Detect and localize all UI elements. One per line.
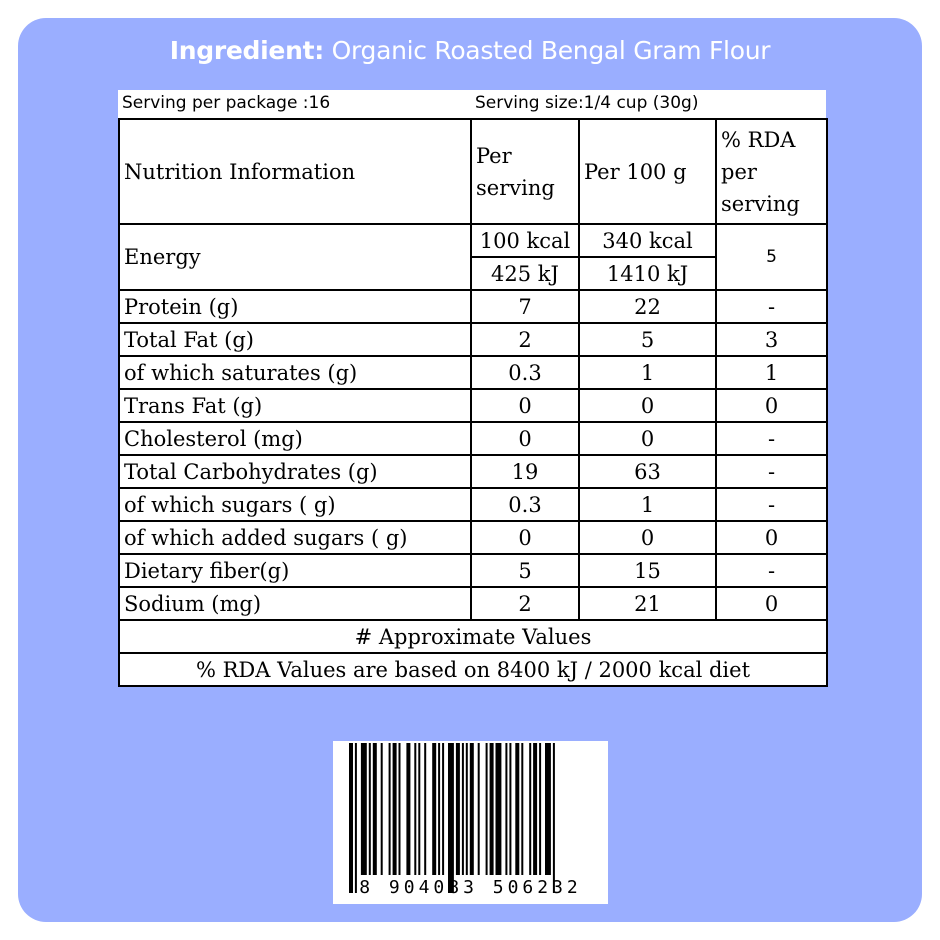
energy-kj-serving: 425 kJ <box>471 257 579 290</box>
nutrient-rda: - <box>716 455 827 488</box>
nutrient-row <box>119 422 827 455</box>
nutrient-rda: 0 <box>716 389 827 422</box>
nutrient-rda: 0 <box>716 587 827 620</box>
barcode-bar <box>349 743 353 893</box>
nutrient-per-serving: 0 <box>471 422 579 455</box>
nutrient-rda: - <box>716 422 827 455</box>
nutrient-label: Dietary fiber(g) <box>119 554 471 587</box>
barcode-bar <box>381 743 383 875</box>
nutrient-per-100g: 22 <box>579 290 716 323</box>
barcode-bar <box>369 743 371 875</box>
barcode-bar <box>373 743 377 875</box>
barcode-bar <box>470 743 474 875</box>
barcode-bar <box>553 743 555 893</box>
barcode-bar <box>545 743 551 875</box>
nutrient-label: of which saturates (g) <box>119 356 471 389</box>
nutrient-per-serving: 19 <box>471 455 579 488</box>
barcode-bar <box>414 743 416 875</box>
serving-info-bar <box>118 90 826 118</box>
nutrient-row <box>119 554 827 587</box>
barcode-bar <box>406 743 410 875</box>
nutrient-rda: 0 <box>716 521 827 554</box>
nutrient-per-serving: 5 <box>471 554 579 587</box>
barcode-bar <box>521 743 523 875</box>
nutrient-per-100g: 5 <box>579 323 716 356</box>
energy-row-kcal <box>119 224 827 257</box>
barcode-bar <box>478 743 480 875</box>
barcode-bar <box>393 743 397 875</box>
barcode-bar <box>462 743 464 875</box>
header-per-serving: Per serving <box>471 119 579 224</box>
energy-kj-100g: 1410 kJ <box>579 257 716 290</box>
nutrient-per-serving: 0 <box>471 521 579 554</box>
barcode-bar <box>529 743 531 875</box>
nutrient-per-100g: 15 <box>579 554 716 587</box>
nutrient-rda: - <box>716 290 827 323</box>
nutrient-per-serving: 7 <box>471 290 579 323</box>
nutrient-row <box>119 356 827 389</box>
barcode-bar <box>361 743 367 875</box>
barcode-bar <box>539 743 541 875</box>
barcode-bar <box>466 743 468 875</box>
nutrient-row <box>119 389 827 422</box>
nutrient-row <box>119 587 827 620</box>
nutrient-row <box>119 455 827 488</box>
rda-note-row <box>119 653 827 686</box>
nutrient-per-100g: 1 <box>579 488 716 521</box>
approx-note-row <box>119 620 827 653</box>
nutrition-table <box>118 118 828 687</box>
header-rda: % RDA per serving <box>716 119 827 224</box>
nutrient-label: Sodium (mg) <box>119 587 471 620</box>
header-nutrition-info: Nutrition Information <box>119 119 471 224</box>
nutrient-row <box>119 290 827 323</box>
nutrient-label: Protein (g) <box>119 290 471 323</box>
nutrient-label: Cholesterol (mg) <box>119 422 471 455</box>
barcode-bar <box>486 743 488 875</box>
energy-label: Energy <box>119 224 471 290</box>
nutrient-rda: 3 <box>716 323 827 356</box>
nutrient-row <box>119 521 827 554</box>
nutrient-per-serving: 0.3 <box>471 356 579 389</box>
serving-per-package: Serving per package :16 <box>122 93 331 113</box>
barcode-bar <box>418 743 420 875</box>
header-per-100g: Per 100 g <box>579 119 716 224</box>
nutrient-per-serving: 2 <box>471 323 579 356</box>
barcode-bar <box>442 743 444 875</box>
barcode-bar <box>399 743 401 875</box>
nutrient-per-100g: 0 <box>579 521 716 554</box>
nutrient-rda: - <box>716 488 827 521</box>
ingredient-label: Ingredient: <box>169 36 324 65</box>
nutrient-per-serving: 2 <box>471 587 579 620</box>
barcode-bar <box>505 743 507 875</box>
barcode-bar <box>509 743 511 875</box>
nutrient-rda: 1 <box>716 356 827 389</box>
approx-values-note: # Approximate Values <box>119 620 827 653</box>
barcode-bar <box>424 743 426 875</box>
barcode-bar <box>355 743 357 893</box>
barcode-bar <box>438 743 440 875</box>
nutrient-label: Total Carbohydrates (g) <box>119 455 471 488</box>
nutrient-rda: - <box>716 554 827 587</box>
barcode-bar <box>432 743 436 875</box>
energy-kcal-serving: 100 kcal <box>471 224 579 257</box>
ingredient-title <box>0 36 940 65</box>
barcode-bar <box>515 743 519 875</box>
barcode-bar <box>456 743 460 875</box>
nutrient-label: Total Fat (g) <box>119 323 471 356</box>
nutrient-per-100g: 21 <box>579 587 716 620</box>
nutrient-per-100g: 1 <box>579 356 716 389</box>
energy-kcal-100g: 340 kcal <box>579 224 716 257</box>
nutrient-row <box>119 488 827 521</box>
nutrient-per-100g: 0 <box>579 422 716 455</box>
nutrient-row <box>119 323 827 356</box>
nutrient-label: of which added sugars ( g) <box>119 521 471 554</box>
barcode-bar <box>448 743 454 893</box>
nutrient-label: Trans Fat (g) <box>119 389 471 422</box>
nutrient-per-serving: 0 <box>471 389 579 422</box>
ingredient-name: Organic Roasted Bengal Gram Flour <box>331 36 771 65</box>
nutrient-per-100g: 0 <box>579 389 716 422</box>
barcode-bar <box>533 743 537 875</box>
nutrient-per-serving: 0.3 <box>471 488 579 521</box>
barcode-bar <box>490 743 494 875</box>
barcode-bar <box>496 743 502 875</box>
rda-basis-note: % RDA Values are based on 8400 kJ / 2000 kcal diet <box>119 653 827 686</box>
barcode-digits: 8 904083 506232 <box>359 877 582 898</box>
nutrient-label: of which sugars ( g) <box>119 488 471 521</box>
serving-size: Serving size:1/4 cup (30g) <box>475 93 699 113</box>
table-header-row <box>119 119 827 224</box>
barcode-bar <box>389 743 391 875</box>
nutrient-per-100g: 63 <box>579 455 716 488</box>
barcode <box>333 741 608 904</box>
energy-rda: 5 <box>716 224 827 290</box>
